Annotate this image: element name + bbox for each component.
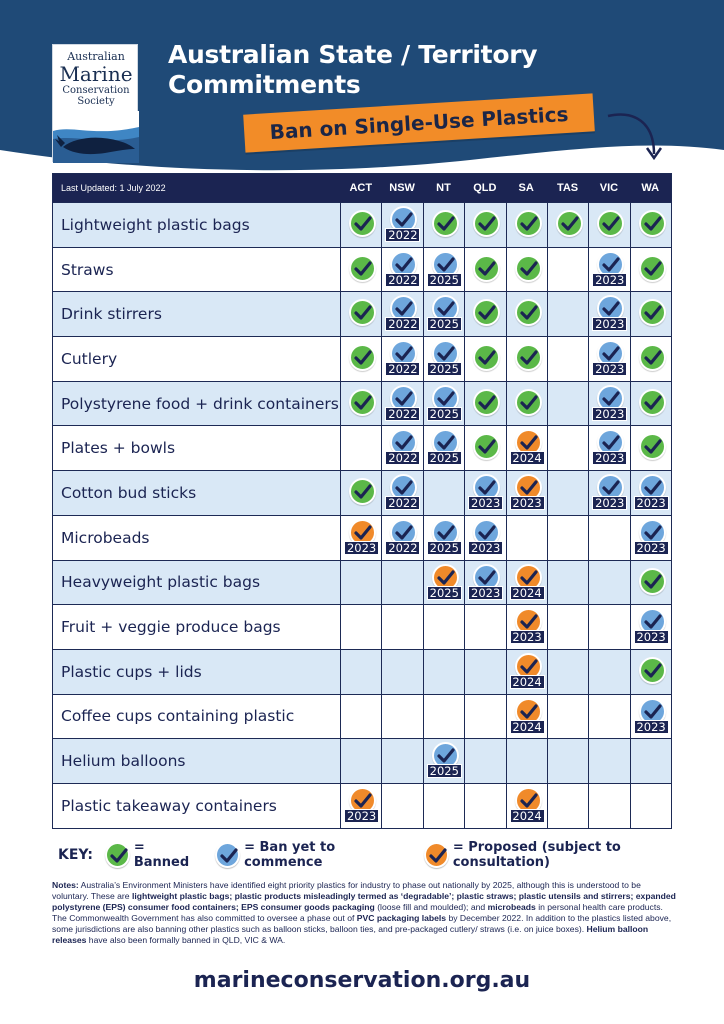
table-row <box>53 649 671 694</box>
year-badge: 2025 <box>427 764 462 778</box>
banned-check-icon <box>515 255 542 282</box>
status-cell-act <box>340 605 381 649</box>
banned-check-icon <box>349 299 376 326</box>
banned-check-icon <box>349 344 376 371</box>
status-cell-nt <box>423 561 464 605</box>
banned-check-icon <box>515 344 542 371</box>
year-badge: 2022 <box>385 541 420 555</box>
status-cell-qld <box>464 695 505 739</box>
status-cell-qld <box>464 650 505 694</box>
status-cell-nt <box>423 292 464 336</box>
banned-check-icon <box>349 255 376 282</box>
column-header-qld: QLD <box>473 182 497 194</box>
table-row <box>53 336 671 381</box>
key-commence <box>215 840 410 870</box>
year-badge: 2023 <box>592 451 627 465</box>
table-row <box>53 604 671 649</box>
year-badge: 2023 <box>592 273 627 287</box>
notes-segment: Australia’s Environment Ministers have identified eight priority plastics for industry to phase out nationally by 2025, although this is understood to be voluntary. These are <box>52 880 641 901</box>
status-cell-nt <box>423 203 464 247</box>
year-badge: 2025 <box>427 317 462 331</box>
status-cell-wa <box>630 784 671 828</box>
status-cell-wa <box>630 695 671 739</box>
status-cell-nsw <box>381 739 422 783</box>
status-cell-act <box>340 739 381 783</box>
ban-banner-text: Ban on Single-Use Plastics <box>268 101 570 145</box>
amcs-logo <box>52 44 138 162</box>
year-badge: 2024 <box>510 675 545 689</box>
row-label: Polystyrene food + drink containers <box>61 394 339 413</box>
notes-segment: PVC packaging labels <box>356 913 447 923</box>
banned-check-icon <box>432 210 459 237</box>
status-cell-sa <box>506 561 547 605</box>
year-badge: 2023 <box>468 496 503 510</box>
year-badge: 2024 <box>510 586 545 600</box>
status-cell-vic <box>588 516 629 560</box>
key-proposed <box>424 840 710 870</box>
banned-check-icon <box>349 210 376 237</box>
row-label: Plastic takeaway containers <box>61 796 277 815</box>
notes-segment: by December 2022. In addition to the plastics listed above, some jurisdictions are also banning other plastics such as balloon sticks, balloon ties, and pre-packaged cutlery/ straws (i.e. on juice boxes). <box>52 913 672 934</box>
status-cell-vic <box>588 561 629 605</box>
status-cell-qld <box>464 739 505 783</box>
status-cell-sa <box>506 516 547 560</box>
status-cell-nt <box>423 337 464 381</box>
status-cell-sa <box>506 426 547 470</box>
status-cell-sa <box>506 382 547 426</box>
status-cell-wa <box>630 337 671 381</box>
status-cell-act <box>340 426 381 470</box>
status-cell-act <box>340 561 381 605</box>
status-cell-nsw <box>381 605 422 649</box>
banned-check-icon <box>105 842 130 868</box>
status-cell-act <box>340 382 381 426</box>
status-cell-nsw <box>381 784 422 828</box>
banned-check-icon <box>473 299 500 326</box>
status-cell-nt <box>423 605 464 649</box>
proposed-check-icon <box>424 842 449 868</box>
table-row <box>53 560 671 605</box>
status-cell-wa <box>630 203 671 247</box>
year-badge: 2023 <box>510 496 545 510</box>
year-badge: 2022 <box>385 496 420 510</box>
table-header <box>53 174 671 202</box>
logo-line4: Society <box>77 96 115 107</box>
logo-line3: Conservation <box>62 85 130 96</box>
status-cell-sa <box>506 248 547 292</box>
status-cell-sa <box>506 739 547 783</box>
column-header-vic: VIC <box>599 182 619 194</box>
banned-check-icon <box>515 389 542 416</box>
status-cell-nsw <box>381 695 422 739</box>
status-cell-nsw <box>381 292 422 336</box>
year-badge: 2024 <box>510 720 545 734</box>
row-label: Cutlery <box>61 349 118 368</box>
commence-check-icon <box>215 842 240 868</box>
table-row <box>53 694 671 739</box>
status-cell-tas <box>547 561 588 605</box>
year-badge: 2023 <box>592 496 627 510</box>
banned-check-icon <box>473 344 500 371</box>
status-cell-nt <box>423 426 464 470</box>
status-cell-nsw <box>381 337 422 381</box>
status-cell-qld <box>464 382 505 426</box>
table-row <box>53 470 671 515</box>
status-cell-qld <box>464 561 505 605</box>
table-row <box>53 202 671 247</box>
status-cell-tas <box>547 426 588 470</box>
banned-check-icon <box>639 210 666 237</box>
status-cell-vic <box>588 471 629 515</box>
status-cell-wa <box>630 650 671 694</box>
banned-check-icon <box>515 299 542 326</box>
year-badge: 2023 <box>634 541 669 555</box>
row-label: Helium balloons <box>61 752 186 771</box>
banned-check-icon <box>349 478 376 505</box>
banned-check-icon <box>639 657 666 684</box>
status-cell-nt <box>423 248 464 292</box>
status-cell-tas <box>547 516 588 560</box>
column-header-nt: NT <box>436 182 451 194</box>
status-cell-qld <box>464 784 505 828</box>
status-cell-nsw <box>381 248 422 292</box>
status-cell-tas <box>547 605 588 649</box>
status-cell-tas <box>547 382 588 426</box>
status-cell-vic <box>588 739 629 783</box>
banned-check-icon <box>473 210 500 237</box>
year-badge: 2023 <box>468 586 503 600</box>
status-cell-qld <box>464 248 505 292</box>
year-badge: 2025 <box>427 273 462 287</box>
status-cell-vic <box>588 784 629 828</box>
status-cell-wa <box>630 739 671 783</box>
page-title <box>168 40 537 100</box>
year-badge: 2023 <box>344 541 379 555</box>
status-cell-nt <box>423 516 464 560</box>
status-cell-tas <box>547 337 588 381</box>
status-cell-tas <box>547 471 588 515</box>
table-row <box>53 247 671 292</box>
status-cell-tas <box>547 695 588 739</box>
banned-check-icon <box>639 344 666 371</box>
banned-check-icon <box>473 255 500 282</box>
status-cell-qld <box>464 292 505 336</box>
status-cell-vic <box>588 426 629 470</box>
row-label: Fruit + veggie produce bags <box>61 618 281 637</box>
status-cell-wa <box>630 516 671 560</box>
year-badge: 2023 <box>510 630 545 644</box>
status-cell-vic <box>588 382 629 426</box>
status-cell-vic <box>588 695 629 739</box>
status-cell-nsw <box>381 203 422 247</box>
year-badge: 2023 <box>634 720 669 734</box>
status-cell-qld <box>464 471 505 515</box>
status-cell-sa <box>506 650 547 694</box>
whale-icon <box>53 111 139 163</box>
year-badge: 2022 <box>385 317 420 331</box>
status-cell-nsw <box>381 426 422 470</box>
column-header-nsw: NSW <box>389 182 415 194</box>
status-cell-nt <box>423 784 464 828</box>
status-cell-sa <box>506 471 547 515</box>
status-cell-tas <box>547 203 588 247</box>
status-cell-nt <box>423 650 464 694</box>
status-cell-act <box>340 784 381 828</box>
status-cell-vic <box>588 650 629 694</box>
status-cell-nt <box>423 739 464 783</box>
status-cell-nsw <box>381 650 422 694</box>
header <box>0 0 724 175</box>
notes-segment: have also been formally banned in QLD, VIC & WA. <box>86 935 286 945</box>
status-cell-sa <box>506 695 547 739</box>
status-cell-vic <box>588 203 629 247</box>
status-cell-nt <box>423 382 464 426</box>
year-badge: 2025 <box>427 407 462 421</box>
status-cell-nt <box>423 471 464 515</box>
banned-check-icon <box>639 255 666 282</box>
notes-segment: lightweight plastic bags; plastic products misleadingly termed as ‘degradable’; plastic straws; plastic utensils and stirrers; expanded polystyrene (EPS) consumer food containers; EPS consumer goods packaging <box>52 891 676 912</box>
year-badge: 2023 <box>468 541 503 555</box>
notes-paragraph <box>52 880 676 946</box>
key-proposed-label: = Proposed (subject to consultation) <box>452 840 621 870</box>
table-row <box>53 738 671 783</box>
notes-segment: (loose fill and moulded); and <box>374 902 488 912</box>
last-updated: Last Updated: 1 July 2022 <box>61 183 166 193</box>
status-cell-vic <box>588 292 629 336</box>
status-cell-act <box>340 695 381 739</box>
status-cell-sa <box>506 605 547 649</box>
year-badge: 2023 <box>344 809 379 823</box>
notes-segment: microbeads <box>487 902 536 912</box>
column-header-act: ACT <box>349 182 373 194</box>
row-label: Plastic cups + lids <box>61 662 202 681</box>
status-cell-vic <box>588 337 629 381</box>
banned-check-icon <box>473 433 500 460</box>
key-commence-label: = Ban yet to commence <box>244 840 336 870</box>
year-badge: 2025 <box>427 362 462 376</box>
status-cell-nt <box>423 695 464 739</box>
logo-line2: Marine <box>59 62 133 86</box>
status-cell-sa <box>506 337 547 381</box>
year-badge: 2023 <box>634 496 669 510</box>
table-row <box>53 381 671 426</box>
year-badge: 2022 <box>385 407 420 421</box>
banned-check-icon <box>349 389 376 416</box>
year-badge: 2023 <box>592 317 627 331</box>
status-cell-sa <box>506 784 547 828</box>
status-cell-wa <box>630 561 671 605</box>
row-label: Drink stirrers <box>61 305 162 324</box>
status-cell-qld <box>464 203 505 247</box>
year-badge: 2023 <box>634 630 669 644</box>
row-label: Lightweight plastic bags <box>61 215 250 234</box>
banned-check-icon <box>597 210 624 237</box>
status-cell-nsw <box>381 561 422 605</box>
table-row <box>53 425 671 470</box>
status-cell-nsw <box>381 516 422 560</box>
status-cell-qld <box>464 337 505 381</box>
status-cell-sa <box>506 203 547 247</box>
status-cell-wa <box>630 292 671 336</box>
status-cell-qld <box>464 605 505 649</box>
status-cell-tas <box>547 739 588 783</box>
website-link[interactable]: marineconservation.org.au <box>193 968 531 993</box>
key-banned-label: = Banned <box>133 840 190 870</box>
status-cell-wa <box>630 426 671 470</box>
year-badge: 2022 <box>385 451 420 465</box>
status-cell-wa <box>630 471 671 515</box>
year-badge: 2023 <box>592 407 627 421</box>
year-badge: 2025 <box>427 586 462 600</box>
key-banned <box>105 840 201 870</box>
status-cell-nsw <box>381 382 422 426</box>
table-body <box>53 202 671 828</box>
status-cell-wa <box>630 248 671 292</box>
notes-segment: Notes: <box>52 880 79 890</box>
banned-check-icon <box>515 210 542 237</box>
status-cell-vic <box>588 605 629 649</box>
year-badge: 2023 <box>592 362 627 376</box>
curved-arrow-icon <box>604 108 668 166</box>
year-badge: 2024 <box>510 451 545 465</box>
status-cell-act <box>340 292 381 336</box>
banned-check-icon <box>639 389 666 416</box>
row-label: Microbeads <box>61 528 150 547</box>
logo-line1: Australian <box>67 50 125 63</box>
legend-key <box>58 840 724 870</box>
status-cell-tas <box>547 784 588 828</box>
year-badge: 2024 <box>510 809 545 823</box>
status-cell-wa <box>630 605 671 649</box>
year-badge: 2022 <box>385 228 420 242</box>
status-cell-act <box>340 248 381 292</box>
row-label: Heavyweight plastic bags <box>61 573 261 592</box>
table-row <box>53 515 671 560</box>
year-badge: 2025 <box>427 541 462 555</box>
key-title: KEY: <box>58 847 93 863</box>
commitments-table <box>52 173 672 829</box>
status-cell-act <box>340 471 381 515</box>
status-cell-qld <box>464 426 505 470</box>
status-cell-tas <box>547 292 588 336</box>
status-cell-act <box>340 203 381 247</box>
row-label: Cotton bud sticks <box>61 483 197 502</box>
status-cell-vic <box>588 248 629 292</box>
banned-check-icon <box>639 299 666 326</box>
table-row <box>53 291 671 336</box>
column-header-sa: SA <box>518 182 534 194</box>
status-cell-tas <box>547 650 588 694</box>
status-cell-nsw <box>381 471 422 515</box>
title-line2: Commitments <box>168 70 361 99</box>
status-cell-act <box>340 650 381 694</box>
status-cell-sa <box>506 292 547 336</box>
year-badge: 2025 <box>427 451 462 465</box>
banned-check-icon <box>556 210 583 237</box>
row-label: Coffee cups containing plastic <box>61 707 295 726</box>
banned-check-icon <box>473 389 500 416</box>
banned-check-icon <box>639 433 666 460</box>
row-label: Plates + bowls <box>61 439 176 458</box>
column-header-tas: TAS <box>556 182 579 194</box>
notes-segment: Helium balloon releases <box>52 924 649 945</box>
status-cell-wa <box>630 382 671 426</box>
banned-check-icon <box>639 568 666 595</box>
status-cell-act <box>340 516 381 560</box>
title-line1: Australian State / Territory <box>168 40 538 69</box>
status-cell-act <box>340 337 381 381</box>
year-badge: 2022 <box>385 362 420 376</box>
table-row <box>53 783 671 828</box>
status-cell-tas <box>547 248 588 292</box>
status-cell-qld <box>464 516 505 560</box>
row-label: Straws <box>61 260 114 279</box>
column-header-wa: WA <box>641 182 660 194</box>
notes-segment: in personal health care products. The Commonwealth Government has also committed to oversee a phase out of <box>52 902 663 923</box>
year-badge: 2022 <box>385 273 420 287</box>
